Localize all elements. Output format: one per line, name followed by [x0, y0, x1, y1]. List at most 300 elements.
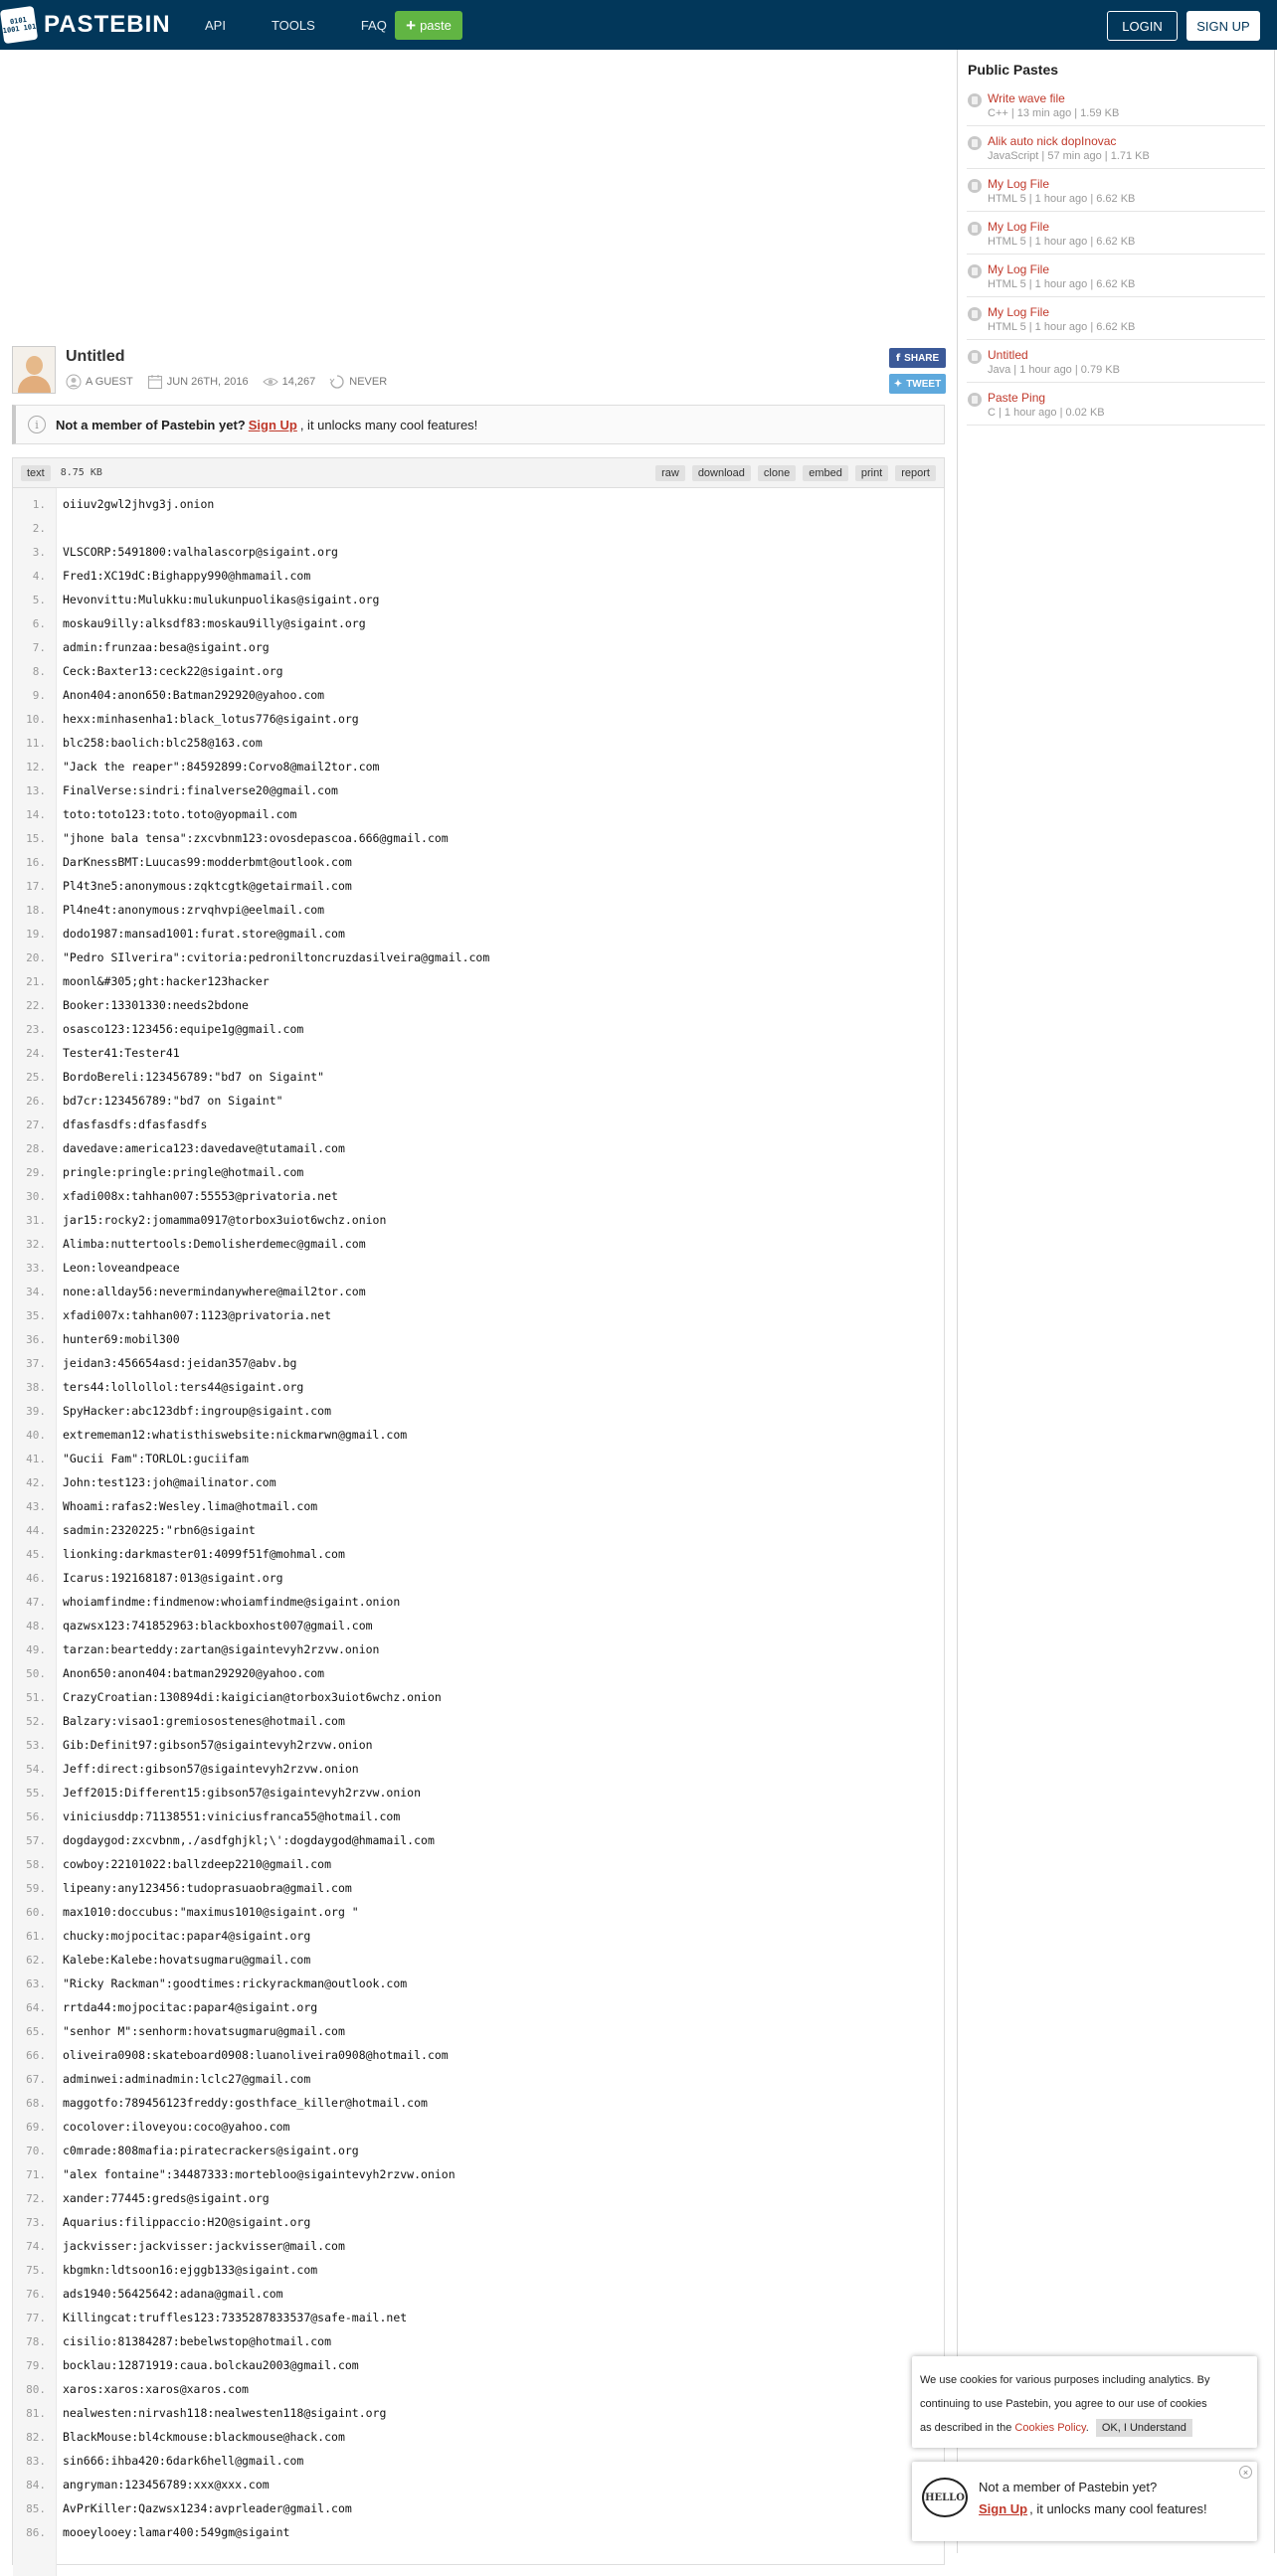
code-line — [13, 1518, 944, 1542]
line-number: 40. — [26, 1428, 46, 1442]
line-number: 51. — [26, 1690, 46, 1704]
code-line — [13, 1280, 944, 1303]
code-line — [13, 898, 944, 922]
public-paste-item[interactable] — [967, 255, 1265, 297]
line-text: cisilio:81384287:bebelwstop@hotmail.com — [63, 2334, 332, 2348]
line-text: Aquarius:filippaccio:H2O@sigaint.org — [63, 2215, 311, 2229]
public-paste-title[interactable]: Untitled — [988, 348, 1028, 362]
line-number: 61. — [26, 1929, 46, 1943]
code-line — [13, 659, 944, 683]
new-paste-button[interactable] — [395, 11, 462, 40]
popup-line-1: Not a member of Pastebin yet? — [979, 2480, 1158, 2494]
line-text: xfadi008x:tahhan007:55553@privatoria.net — [63, 1189, 338, 1203]
paste-header — [12, 346, 945, 396]
popup-signup-link[interactable]: Sign Up — [979, 2501, 1028, 2516]
line-text: Jeff:direct:gibson57@sigaintevyh2rzvw.onion — [63, 1762, 359, 1776]
line-text: Anon650:anon404:batman292920@yahoo.com — [63, 1666, 325, 1680]
line-number: 36. — [26, 1332, 46, 1346]
line-number: 2. — [32, 521, 46, 535]
line-text: VLSCORP:5491800:valhalascorp@sigaint.org — [63, 545, 338, 559]
code-line — [13, 1160, 944, 1184]
line-number: 7. — [32, 640, 46, 654]
user-icon — [66, 374, 82, 390]
public-paste-meta: C++ | 13 min ago | 1.59 KB — [988, 107, 1120, 119]
code-line — [13, 1351, 944, 1375]
line-number: 19. — [26, 927, 46, 941]
line-number: 70. — [26, 2144, 46, 2157]
code-line — [13, 1709, 944, 1733]
line-text: "Gucii Fam":TORLOL:guciifam — [63, 1452, 249, 1465]
code-line — [13, 1781, 944, 1804]
line-number: 50. — [26, 1666, 46, 1680]
code-line — [13, 2401, 944, 2425]
code-line — [13, 540, 944, 564]
nav-tools[interactable]: TOOLS — [271, 17, 315, 33]
public-paste-title[interactable]: Alik auto nick dopInovac — [988, 134, 1117, 148]
line-text: jackvisser:jackvisser:jackvisser@mail.com — [63, 2239, 345, 2253]
cookie-ok-button[interactable]: OK, I Understand — [1096, 2419, 1192, 2437]
line-text: xfadi007x:tahhan007:1123@privatoria.net — [63, 1308, 332, 1322]
line-number: 47. — [26, 1595, 46, 1609]
code-line — [13, 922, 944, 945]
avatar-head — [26, 356, 43, 375]
code-line — [13, 1113, 944, 1136]
line-text: dogdaygod:zxcvbnm,./asdfghjkl;\':dogdaygod@hmamail.com — [63, 1833, 435, 1847]
twitter-tweet-button[interactable] — [889, 374, 946, 394]
code-line — [13, 683, 944, 707]
line-text: cocolover:iloveyou:coco@yahoo.com — [63, 2120, 290, 2134]
line-text: oliveira0908:skateboard0908:luanoliveira0908@hotmail.com — [63, 2048, 449, 2062]
code-line — [13, 1828, 944, 1852]
paste-doc-icon — [968, 136, 982, 150]
code-line — [13, 1399, 944, 1423]
line-number: 15. — [26, 831, 46, 845]
line-text: ads1940:56425642:adana@gmail.com — [63, 2287, 283, 2301]
right-divider — [1274, 50, 1275, 2553]
line-number: 35. — [26, 1308, 46, 1322]
line-number: 22. — [26, 998, 46, 1012]
code-line — [13, 1303, 944, 1327]
paste-title: Untitled — [66, 348, 125, 365]
embed-button[interactable]: embed — [803, 465, 848, 481]
code-line — [13, 1566, 944, 1590]
line-number: 55. — [26, 1786, 46, 1800]
line-text: sin666:ihba420:6dark6hell@gmail.com — [63, 2454, 304, 2468]
signup-button[interactable]: SIGN UP — [1186, 11, 1260, 41]
line-number: 34. — [26, 1285, 46, 1298]
line-text: tarzan:bearteddy:zartan@sigaintevyh2rzvw.onion — [63, 1642, 380, 1656]
line-number: 14. — [26, 807, 46, 821]
nav-faq[interactable]: FAQ — [360, 17, 387, 33]
logo-text: PASTEBIN — [44, 11, 171, 38]
share-label: SHARE — [904, 352, 940, 364]
line-text: Fred1:XC19dC:Bighappy990@hmamail.com — [63, 569, 311, 583]
code-line — [13, 1995, 944, 2019]
code-line — [13, 2425, 944, 2449]
line-text: dfasfasdfs:dfasfasdfs — [63, 1117, 208, 1131]
public-paste-meta: HTML 5 | 1 hour ago | 6.62 KB — [988, 278, 1136, 290]
line-number: 44. — [26, 1523, 46, 1537]
paste-doc-icon — [968, 307, 982, 321]
line-number: 81. — [26, 2406, 46, 2420]
line-text: "Jack the reaper":84592899:Corvo8@mail2tor.com — [63, 760, 380, 773]
public-paste-meta: JavaScript | 57 min ago | 1.71 KB — [988, 150, 1150, 162]
code-line — [13, 635, 944, 659]
paste-doc-icon — [968, 393, 982, 407]
public-paste-meta: HTML 5 | 1 hour ago | 6.62 KB — [988, 321, 1136, 333]
nav-api[interactable]: API — [205, 17, 226, 33]
code-line — [13, 1017, 944, 1041]
line-text: blc258:baolich:blc258@163.com — [63, 736, 263, 750]
code-toolbar — [13, 458, 944, 488]
public-paste-meta: HTML 5 | 1 hour ago | 6.62 KB — [988, 236, 1136, 248]
ad-space — [0, 50, 955, 338]
report-button[interactable]: report — [895, 465, 936, 481]
public-paste-title[interactable]: Write wave file — [988, 91, 1065, 105]
paste-doc-icon — [968, 179, 982, 193]
line-text: pringle:pringle:pringle@hotmail.com — [63, 1165, 304, 1179]
public-paste-title[interactable]: My Log File — [988, 262, 1050, 276]
line-number: 83. — [26, 2454, 46, 2468]
clone-button[interactable]: clone — [758, 465, 796, 481]
cookie-text-2: continuing to use Pastebin, you agree to our use of cookies — [920, 2398, 1207, 2410]
notice-signup-link[interactable]: Sign Up — [248, 417, 297, 432]
line-number: 67. — [26, 2072, 46, 2086]
code-line — [13, 1447, 944, 1470]
line-text: "senhor M":senhorm:hovatsugmaru@gmail.com — [63, 2024, 345, 2038]
line-text: SpyHacker:abc123dbf:ingroup@sigaint.com — [63, 1404, 332, 1418]
code-line — [13, 1041, 944, 1065]
paste-expiry: NEVER — [349, 376, 388, 388]
line-number: 69. — [26, 2120, 46, 2134]
code-line — [13, 2282, 944, 2306]
line-number: 12. — [26, 760, 46, 773]
public-paste-title[interactable]: My Log File — [988, 305, 1050, 319]
code-line — [13, 1542, 944, 1566]
popup-line-2: , it unlocks many cool features! — [1029, 2501, 1207, 2516]
code-line — [13, 1470, 944, 1494]
code-line — [13, 969, 944, 993]
line-number: 48. — [26, 1619, 46, 1632]
line-number: 76. — [26, 2287, 46, 2301]
code-line — [13, 2186, 944, 2210]
public-paste-item[interactable] — [967, 340, 1265, 383]
code-line — [13, 1972, 944, 1995]
line-number: 68. — [26, 2096, 46, 2110]
code-line — [13, 802, 944, 826]
code-line — [13, 1733, 944, 1757]
line-number: 54. — [26, 1762, 46, 1776]
line-text: Alimba:nuttertools:Demolisherdemec@gmail.com — [63, 1237, 366, 1251]
public-paste-meta: Java | 1 hour ago | 0.79 KB — [988, 364, 1120, 376]
paste-date: JUN 26TH, 2016 — [166, 376, 249, 388]
eye-icon — [263, 374, 278, 390]
code-line — [13, 1184, 944, 1208]
line-text: lipeany:any123456:tudoprasuaobra@gmail.com — [63, 1881, 352, 1895]
line-text: none:allday56:nevermindanywhere@mail2tor.com — [63, 1285, 366, 1298]
cookie-text-3: as described in the — [920, 2422, 1012, 2434]
pastebin-logo-icon: 0101 1001 101 — [0, 6, 38, 44]
paste-author[interactable]: A GUEST — [86, 376, 133, 388]
line-number: 71. — [26, 2167, 46, 2181]
line-text: toto:toto123:toto.toto@yopmail.com — [63, 807, 297, 821]
download-button[interactable]: download — [692, 465, 751, 481]
code-line — [13, 588, 944, 611]
line-text: Anon404:anon650:Batman292920@yahoo.com — [63, 688, 325, 702]
line-text: dodo1987:mansad1001:furat.store@gmail.com — [63, 927, 345, 941]
line-text: "alex fontaine":34487333:mortebloo@sigaintevyh2rzvw.onion — [63, 2167, 456, 2181]
code-line — [13, 826, 944, 850]
public-pastes-title: Public Pastes — [968, 62, 1059, 78]
expire-icon — [329, 374, 345, 390]
paste-size: 8.75 KB — [60, 467, 102, 478]
code-line — [13, 1900, 944, 1924]
code-line — [13, 564, 944, 588]
line-text: lionking:darkmaster01:4099f51f@mohmal.com — [63, 1547, 345, 1561]
paste-views: 14,267 — [281, 376, 316, 388]
avatar — [12, 346, 56, 394]
code-lines — [13, 488, 944, 2544]
line-number: 20. — [26, 950, 46, 964]
line-number: 8. — [32, 664, 46, 678]
line-text: maggotfo:789456123freddy:gosthface_killer@hotmail.com — [63, 2096, 428, 2110]
line-number: 21. — [26, 974, 46, 988]
line-number: 5. — [32, 593, 46, 606]
code-box — [12, 457, 945, 2565]
paste-doc-icon — [968, 264, 982, 278]
line-text: Pl4ne4t:anonymous:zrvqhvpi@eelmail.com — [63, 903, 325, 917]
line-number: 64. — [26, 2000, 46, 2014]
public-paste-item[interactable] — [967, 126, 1265, 169]
line-number: 18. — [26, 903, 46, 917]
twitter-icon: ✦ — [893, 378, 903, 390]
public-paste-item[interactable] — [967, 212, 1265, 255]
notice-tail: , it unlocks many cool features! — [299, 417, 478, 432]
paste-doc-icon — [968, 350, 982, 364]
tweet-label: TWEET — [906, 378, 942, 390]
code-line — [13, 1590, 944, 1614]
public-paste-meta: C | 1 hour ago | 0.02 KB — [988, 407, 1105, 419]
code-line — [13, 850, 944, 874]
code-line — [13, 611, 944, 635]
line-text: qazwsx123:741852963:blackboxhost007@gmail.com — [63, 1619, 373, 1632]
line-number: 1. — [32, 497, 46, 511]
line-text: admin:frunzaa:besa@sigaint.org — [63, 640, 270, 654]
plus-icon: + — [406, 15, 417, 35]
line-text: AvPrKiller:Qazwsx1234:avprleader@gmail.com — [63, 2501, 352, 2515]
line-text: hunter69:mobil300 — [63, 1332, 180, 1346]
line-number: 23. — [26, 1022, 46, 1036]
line-text: John:test123:joh@mailinator.com — [63, 1475, 276, 1489]
public-paste-title[interactable]: My Log File — [988, 220, 1050, 234]
line-number: 82. — [26, 2430, 46, 2444]
line-number: 53. — [26, 1738, 46, 1752]
line-text: Booker:13301330:needs2bdone — [63, 998, 249, 1012]
line-number: 58. — [26, 1857, 46, 1871]
raw-button[interactable]: raw — [655, 465, 685, 481]
code-line — [13, 516, 944, 540]
line-number: 37. — [26, 1356, 46, 1370]
line-number: 38. — [26, 1380, 46, 1394]
line-text: nealwesten:nirvash118:nealwesten118@sigaint.org — [63, 2406, 387, 2420]
line-text: CrazyCroatian:130894di:kaigician@torbox3uiot6wchz.onion — [63, 1690, 442, 1704]
member-notice — [12, 405, 945, 444]
line-text: cowboy:22101022:ballzdeep2210@gmail.com — [63, 1857, 332, 1871]
line-number: 52. — [26, 1714, 46, 1728]
code-line — [13, 2067, 944, 2091]
code-line — [13, 1423, 944, 1447]
line-text: Whoami:rafas2:Wesley.lima@hotmail.com — [63, 1499, 318, 1513]
code-line — [13, 1614, 944, 1637]
code-line — [13, 1327, 944, 1351]
code-line — [13, 731, 944, 755]
code-line — [13, 2234, 944, 2258]
line-text: viniciusddp:71138551:viniciusfranca55@hotmail.com — [63, 1809, 401, 1823]
line-number: 28. — [26, 1141, 46, 1155]
line-number: 79. — [26, 2358, 46, 2372]
line-number: 45. — [26, 1547, 46, 1561]
public-paste-title[interactable]: My Log File — [988, 177, 1050, 191]
line-text: BlackMouse:bl4ckmouse:blackmouse@hack.com — [63, 2430, 345, 2444]
avatar-body — [18, 376, 51, 394]
line-number: 6. — [32, 616, 46, 630]
public-paste-meta: HTML 5 | 1 hour ago | 6.62 KB — [988, 193, 1136, 205]
paste-meta — [66, 374, 401, 390]
line-text: sadmin:2320225:"rbn6@sigaint — [63, 1523, 256, 1537]
public-paste-title[interactable]: Paste Ping — [988, 391, 1046, 405]
code-line — [13, 1757, 944, 1781]
notice-lead: Not a member of Pastebin yet? — [56, 417, 246, 432]
line-number: 9. — [32, 688, 46, 702]
cookie-banner: We use cookies for various purposes including analytics. By continuing to use Pastebin, you agree to our use of cookies as described in the Cookies Policy. OK, I Understand — [912, 2356, 1257, 2448]
line-number: 29. — [26, 1165, 46, 1179]
line-number: 62. — [26, 1953, 46, 1967]
line-text: bd7cr:123456789:"bd7 on Sigaint" — [63, 1094, 283, 1108]
line-text: davedave:america123:davedave@tutamail.com — [63, 1141, 345, 1155]
line-text: moonl&#305;ght:hacker123hacker — [63, 974, 270, 988]
line-number: 27. — [26, 1117, 46, 1131]
line-text: Jeff2015:Different15:gibson57@sigaintevyh2rzvw.onion — [63, 1786, 422, 1800]
line-text: Hevonvittu:Mulukku:mulukunpuolikas@sigaint.org — [63, 593, 380, 606]
line-text: Kalebe:Kalebe:hovatsugmaru@gmail.com — [63, 1953, 311, 1967]
line-text: Leon:loveandpeace — [63, 1261, 180, 1275]
line-number: 85. — [26, 2501, 46, 2515]
line-text: adminwei:adminadmin:lclc27@gmail.com — [63, 2072, 311, 2086]
line-number: 32. — [26, 1237, 46, 1251]
line-text: FinalVerse:sindri:finalverse20@gmail.com — [63, 783, 338, 797]
line-number: 65. — [26, 2024, 46, 2038]
line-number: 30. — [26, 1189, 46, 1203]
line-text: osasco123:123456:equipe1g@gmail.com — [63, 1022, 304, 1036]
line-text: bocklau:12871919:caua.bolckau2003@gmail.com — [63, 2358, 359, 2372]
code-line — [13, 2449, 944, 2473]
hello-badge-icon: HELLO — [922, 2478, 968, 2517]
line-number: 66. — [26, 2048, 46, 2062]
line-text: ters44:lollollol:ters44@sigaint.org — [63, 1380, 304, 1394]
facebook-share-button[interactable] — [889, 348, 946, 368]
line-text: mooeylooey:lamar400:549gm@sigaint — [63, 2525, 290, 2539]
line-number: 60. — [26, 1905, 46, 1919]
code-line — [13, 1804, 944, 1828]
code-line — [13, 874, 944, 898]
line-number: 74. — [26, 2239, 46, 2253]
code-line — [13, 945, 944, 969]
code-line — [13, 1852, 944, 1876]
line-number: 10. — [26, 712, 46, 726]
code-line — [13, 1208, 944, 1232]
code-line — [13, 778, 944, 802]
line-number: 43. — [26, 1499, 46, 1513]
line-number: 3. — [32, 545, 46, 559]
line-number: 86. — [26, 2525, 46, 2539]
line-text: jar15:rocky2:jomamma0917@torbox3uiot6wchz.onion — [63, 1213, 387, 1227]
syntax-language[interactable]: text — [21, 465, 51, 481]
code-line — [13, 492, 944, 516]
code-line — [13, 1232, 944, 1256]
close-icon[interactable]: × — [1239, 2466, 1252, 2479]
code-line — [13, 2115, 944, 2139]
line-text: xander:77445:greds@sigaint.org — [63, 2191, 270, 2205]
public-paste-item[interactable] — [967, 169, 1265, 212]
paste-doc-icon — [968, 222, 982, 236]
public-paste-item[interactable] — [967, 84, 1265, 126]
line-number: 16. — [26, 855, 46, 869]
line-number: 75. — [26, 2263, 46, 2277]
calendar-icon — [147, 374, 163, 390]
line-text: "Ricky Rackman":goodtimes:rickyrackman@outlook.com — [63, 1976, 408, 1990]
line-text: "Pedro SIlverira":cvitoria:pedroniltoncruzdasilveira@gmail.com — [63, 950, 490, 964]
paste-doc-icon — [968, 93, 982, 107]
line-number: 78. — [26, 2334, 46, 2348]
public-paste-item[interactable] — [967, 297, 1265, 340]
code-line — [13, 1685, 944, 1709]
code-line — [13, 1494, 944, 1518]
line-number: 42. — [26, 1475, 46, 1489]
line-number: 13. — [26, 783, 46, 797]
logo-link[interactable] — [2, 6, 171, 44]
line-number: 24. — [26, 1046, 46, 1060]
top-bar — [0, 0, 1277, 50]
code-line — [13, 2258, 944, 2282]
public-paste-item[interactable] — [967, 383, 1265, 426]
line-number: 39. — [26, 1404, 46, 1418]
cookies-policy-link[interactable]: Cookies Policy — [1014, 2422, 1086, 2434]
line-number: 63. — [26, 1976, 46, 1990]
print-button[interactable]: print — [855, 465, 888, 481]
line-text: jeidan3:456654asd:jeidan357@abv.bg — [63, 1356, 297, 1370]
line-text: hexx:minhasenha1:black_lotus776@sigaint.org — [63, 712, 359, 726]
code-line — [13, 1637, 944, 1661]
line-number: 25. — [26, 1070, 46, 1084]
code-line — [13, 2473, 944, 2496]
code-line — [13, 2019, 944, 2043]
line-text: moskau9illy:alksdf83:moskau9illy@sigaint.org — [63, 616, 366, 630]
code-line — [13, 1089, 944, 1113]
code-line — [13, 1065, 944, 1089]
new-paste-label: paste — [420, 18, 452, 33]
code-line — [13, 2496, 944, 2520]
cookie-text-1: We use cookies for various purposes including analytics. By — [920, 2374, 1210, 2386]
line-text: c0mrade:808mafia:piratecrackers@sigaint.org — [63, 2144, 359, 2157]
login-button[interactable]: LOGIN — [1107, 11, 1178, 41]
line-text: xaros:xaros:xaros@xaros.com — [63, 2382, 249, 2396]
line-text: Balzary:visao1:gremiosostenes@hotmail.com — [63, 1714, 345, 1728]
line-text: DarKnessBMT:Luucas99:modderbmt@outlook.com — [63, 855, 352, 869]
facebook-icon: f — [895, 352, 901, 364]
info-icon: i — [28, 416, 46, 433]
code-line — [13, 2162, 944, 2186]
code-line — [13, 2377, 944, 2401]
